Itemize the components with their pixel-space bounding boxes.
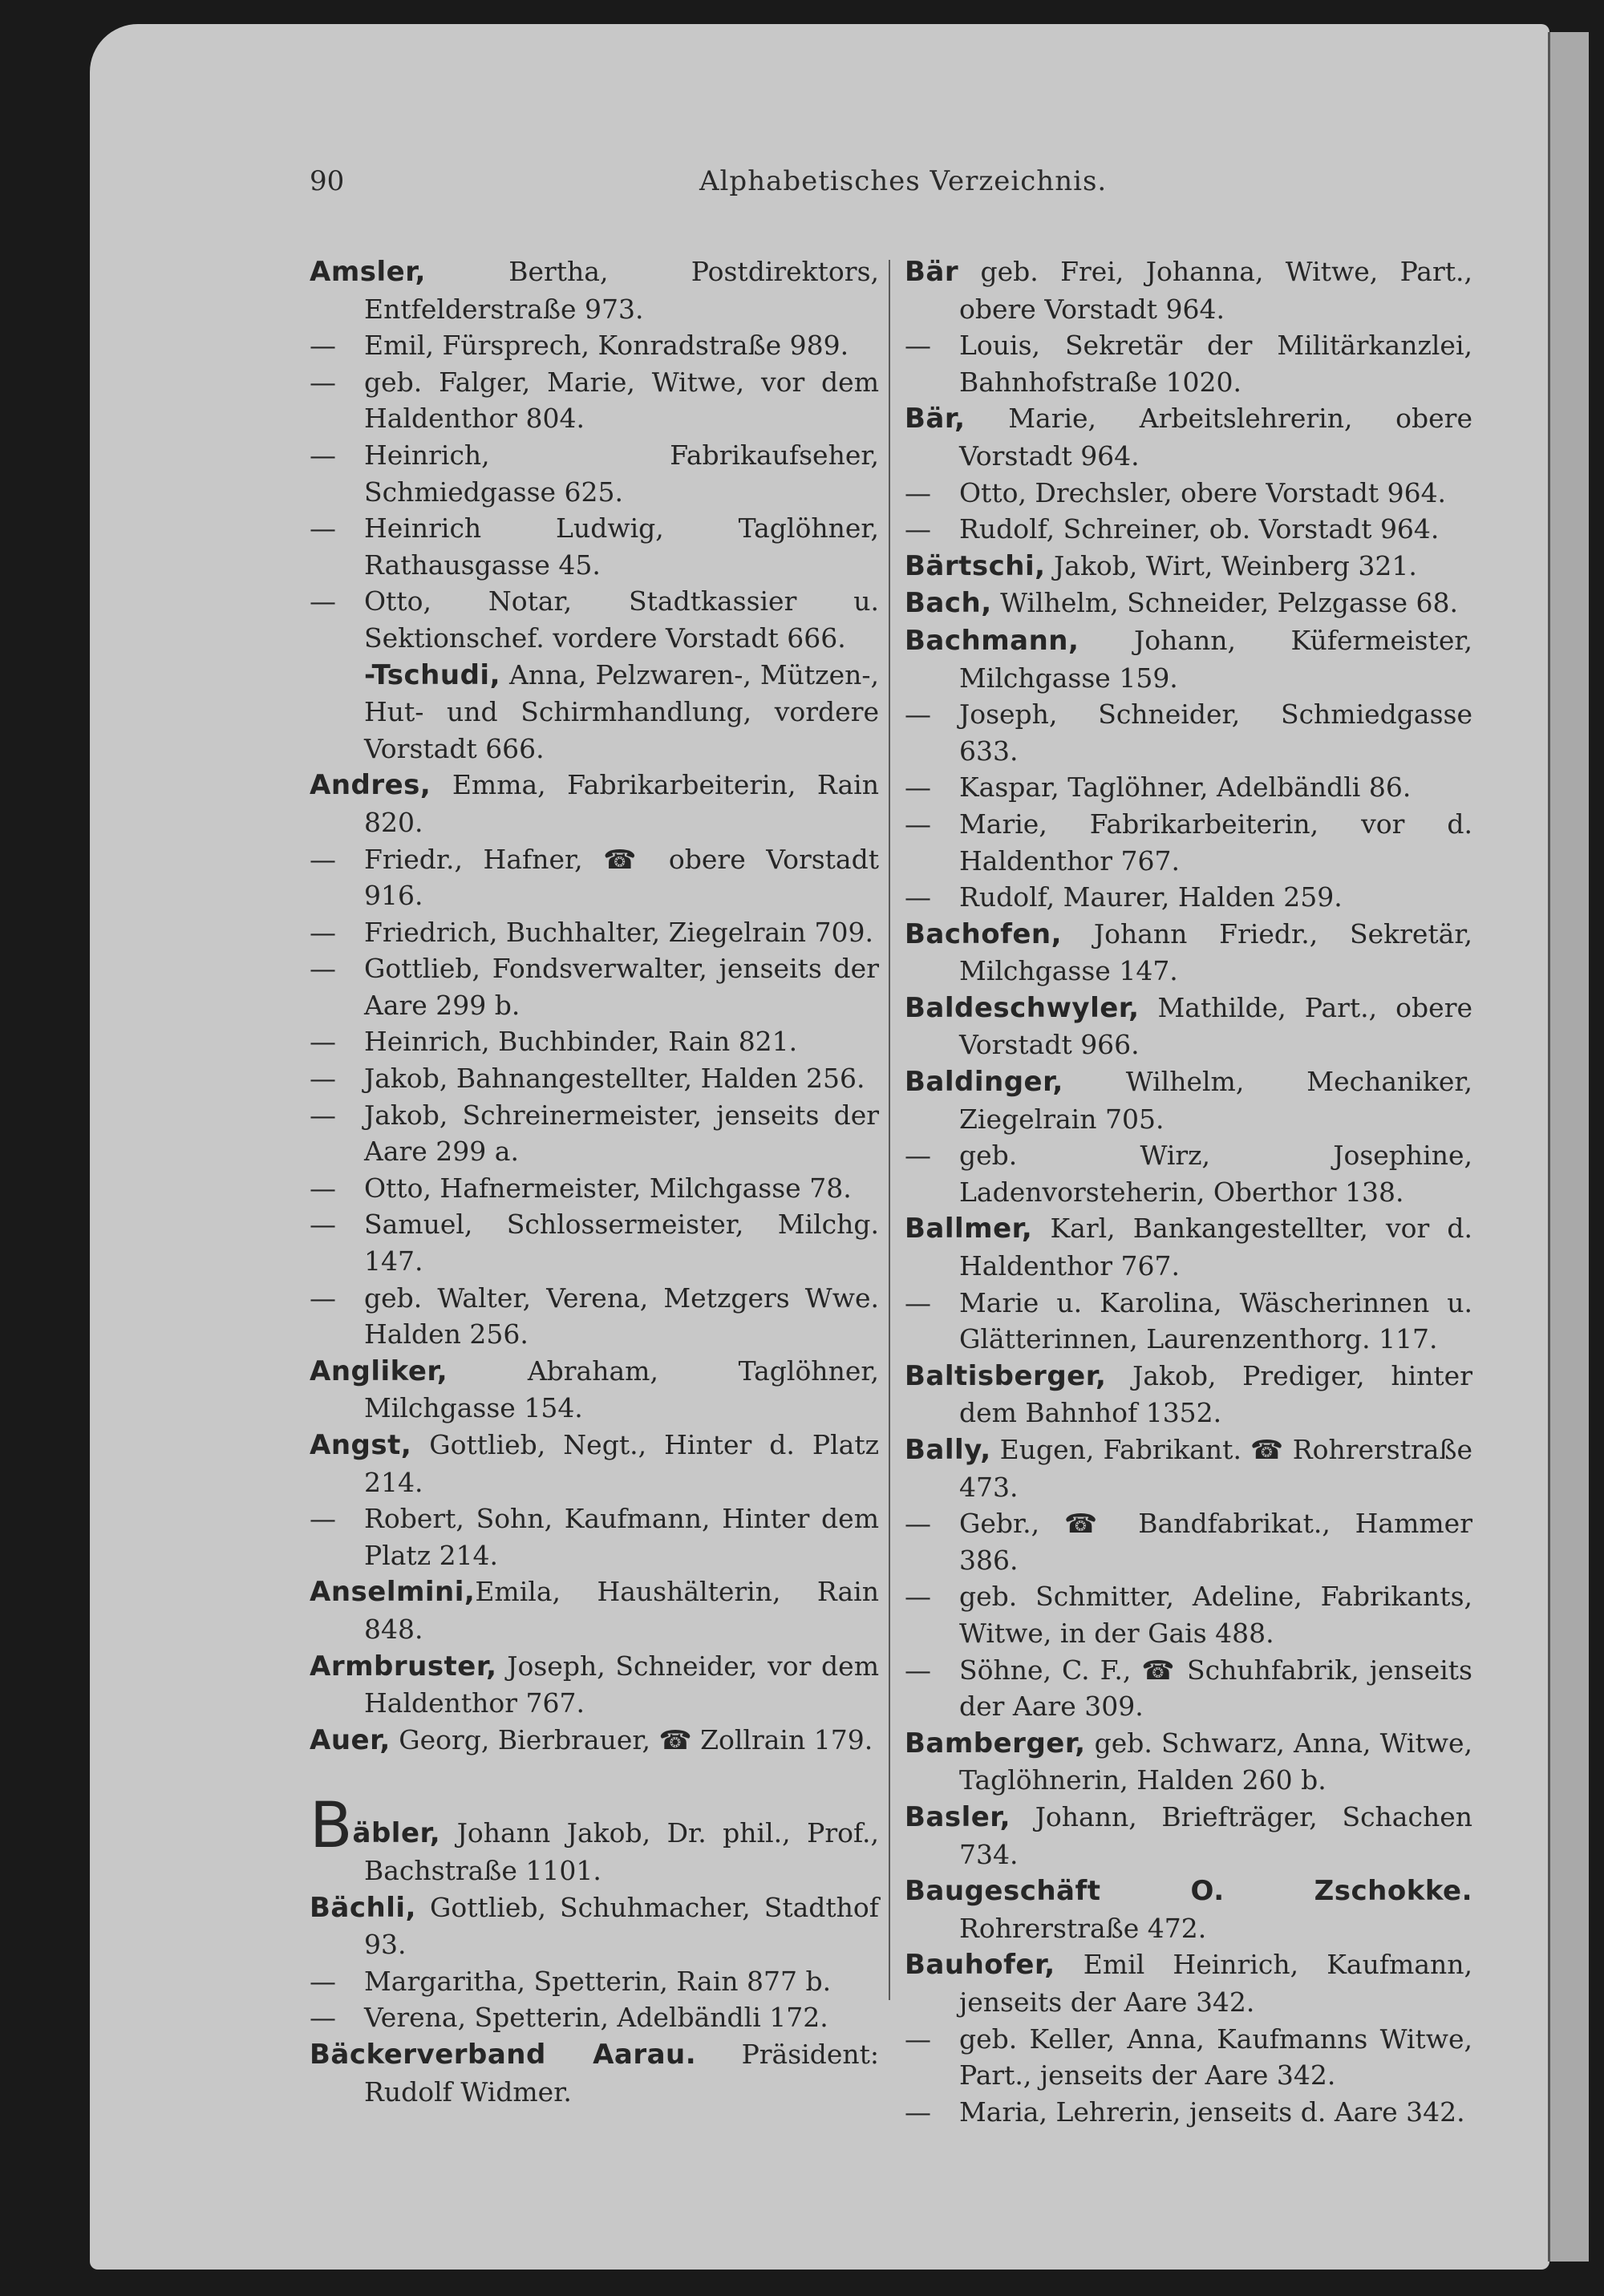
entry-surname: Basler, [905,1800,1011,1833]
entry-details: Emma, Fabrikarbeiterin, Rain 820. [364,769,879,838]
directory-entry [310,1427,879,1500]
directory-subentry [310,914,879,951]
entry-details: Robert, Sohn, Kaufmann, Hinter dem Platz 214. [364,1503,879,1571]
entry-surname: Bär, [905,403,966,435]
directory-subentry [310,1170,879,1207]
ditto-dash: — [310,1209,336,1241]
directory-entry [310,1722,879,1759]
left-column [310,253,879,2110]
entry-surname: Angst, [310,1429,412,1461]
entry-details: Präsident: Rudolf Widmer. [364,2038,880,2108]
ditto-dash: — [310,512,336,545]
entry-surname: Andres, [310,769,431,802]
entry-surname: Bachofen, [905,917,1063,950]
entry-surname: Bärtschi, [905,549,1046,582]
directory-subentry [905,1578,1472,1651]
ditto-dash: — [905,1286,931,1318]
page-number: 90 [310,165,345,197]
entry-details: Eugen, Fabrikant. ☎ Rohrerstraße 473. [959,1434,1472,1503]
entry-surname: Bach, [905,587,992,620]
ditto-dash: — [905,1140,931,1172]
ditto-dash: — [310,1063,336,1095]
directory-subentry [905,1505,1472,1578]
entry-details: Bertha, Postdirektors, Entfelderstraße 973. [364,256,879,325]
ditto-dash: — [905,2096,931,2128]
ditto-dash: — [905,699,931,731]
entry-details: Gottlieb, Negt., Hinter d. Platz 214. [364,1429,879,1498]
entry-surname: Angliker, [310,1355,448,1387]
ditto-dash: — [310,439,336,471]
directory-subentry [905,806,1472,879]
right-column [905,253,1472,2130]
ditto-dash: — [310,843,336,875]
ditto-dash: — [310,585,336,618]
ditto-dash: — [310,953,336,985]
entry-details: Söhne, C. F., ☎ Schuhfabrik, jenseits der Aare 309. [959,1654,1472,1723]
directory-subentry [310,1023,879,1060]
directory-entry [310,253,879,327]
page-header [310,165,1472,205]
entry-details: Wilhelm, Mechaniker, Ziegelrain 705. [959,1066,1472,1135]
directory-entry [905,400,1472,474]
entry-details: Jakob, Prediger, hinter dem Bahnhof 1352. [959,1359,1472,1429]
entry-details: Gottlieb, Fondsverwalter, jenseits der Aare 299 b. [364,953,879,1021]
entry-surname: Baugeschäft O. Zschokke. [905,1875,1472,1908]
directory-subentry [905,1652,1472,1725]
ditto-dash: — [905,808,931,840]
entry-details: Otto, Drechsler, obere Vorstadt 964. [959,476,1447,508]
ditto-dash: — [310,366,336,398]
ditto-dash: — [310,330,336,362]
entry-details: Rudolf, Maurer, Halden 259. [959,881,1343,913]
directory-subentry [310,1206,879,1279]
directory-entry [905,1725,1472,1799]
directory-subentry [905,696,1472,769]
entry-details: Marie, Arbeitslehrerin, obere Vorstadt 964. [959,403,1472,472]
entry-details: Karl, Bankangestellter, vor d. Haldenthor 767. [959,1213,1472,1282]
entry-details: geb. Schwarz, Anna, Witwe, Taglöhnerin, Halden 260 b. [959,1727,1472,1796]
entry-details: Kaspar, Taglöhner, Adelbändli 86. [959,771,1412,804]
entry-details: Joseph, Schneider, vor dem Haldenthor 767. [364,1650,879,1719]
ditto-dash: — [905,330,931,362]
directory-subentry [310,364,879,437]
entry-details: Emila, Haushälterin, Rain 848. [364,1576,879,1645]
directory-subentry [310,657,879,767]
entry-surname: Bächli, [310,1891,416,1924]
entry-details: Maria, Lehrerin, jenseits d. Aare 342. [959,2096,1465,2128]
entry-surname: Baldeschwyler, [905,991,1140,1024]
entry-details: Johann Jakob, Dr. phil., Prof., Bachstraße 1101. [364,1817,879,1886]
entry-details: Anna, Pelzwaren-, Mützen-, Hut- und Schirmhandlung, vordere Vorstadt 666. [364,658,879,764]
directory-entry [905,622,1472,696]
entry-surname: Ballmer, [905,1213,1033,1245]
entry-details: geb. Frei, Johanna, Witwe, Part., obere Vorstadt 964. [958,256,1472,325]
ditto-dash: — [310,1172,336,1204]
directory-subentry [905,2021,1472,2094]
entry-surname: Bär [905,256,959,288]
directory-subentry [310,1500,879,1573]
entry-details: Johann, Küfermeister, Milchgasse 159. [959,624,1472,694]
entry-details: geb. Schmitter, Adeline, Fabrikants, Witwe, in der Gais 488. [959,1581,1472,1649]
entry-details: Verena, Spetterin, Adelbändli 172. [364,2002,828,2034]
entry-surname: Bamberger, [905,1727,1086,1759]
entry-details: Georg, Bierbrauer, ☎ Zollrain 179. [390,1723,873,1755]
entry-details: Louis, Sekretär der Militärkanzlei, Bahnhofstraße 1020. [959,330,1472,398]
directory-entry [905,916,1472,990]
directory-entry [905,548,1472,585]
directory-subentry [905,1285,1472,1358]
entry-details: Jakob, Schreinermeister, jenseits der Aare 299 a. [364,1099,879,1168]
directory-entry [905,1358,1472,1431]
entry-surname: -Tschudi, [364,658,501,691]
entry-details: Marie u. Karolina, Wäscherinnen u. Glätterinnen, Laurenzenthorg. 117. [959,1286,1472,1355]
directory-subentry [905,511,1472,548]
directory-entry [905,1063,1472,1137]
entry-details: Marie, Fabrikarbeiterin, vor d. Haldenthor 767. [959,808,1472,877]
directory-entry [310,1648,879,1722]
entry-surname: Bauhofer, [905,1949,1055,1982]
entry-details: Emil Heinrich, Kaufmann, jenseits der Aare 342. [959,1949,1472,2018]
directory-subentry [905,769,1472,806]
ditto-dash: — [905,1508,931,1540]
entry-details: Heinrich Ludwig, Taglöhner, Rathausgasse 45. [364,512,879,581]
entry-details: geb. Wirz, Josephine, Ladenvorsteherin, Oberthor 138. [959,1140,1472,1208]
entry-details: Otto, Notar, Stadtkassier u. Sektionschef. vordere Vorstadt 666. [364,585,879,654]
entry-surname: äbler, [352,1817,441,1850]
entry-surname: Bally, [905,1434,991,1466]
directory-entry [310,1790,879,1889]
ditto-dash: — [905,2023,931,2055]
entry-surname: Bachmann, [905,624,1079,657]
page-edge [1548,32,1589,2262]
entry-details: Friedrich, Buchhalter, Ziegelrain 709. [364,916,874,948]
directory-entry [905,1431,1472,1505]
entry-surname: Baldinger, [905,1066,1063,1099]
ditto-dash: — [310,916,336,948]
directory-subentry [310,583,879,656]
directory-subentry [310,1097,879,1170]
ditto-dash: — [310,1965,336,1997]
directory-subentry [310,1963,879,2000]
directory-subentry [310,510,879,583]
entry-details: Rudolf, Schreiner, ob. Vorstadt 964. [959,513,1440,545]
entry-details: Jakob, Wirt, Weinberg 321. [1045,549,1417,581]
entry-details: Wilhelm, Schneider, Pelzgasse 68. [991,587,1459,619]
entry-details: Friedr., Hafner, ☎ obere Vorstadt 916. [364,843,879,912]
ditto-dash: — [905,1654,931,1686]
directory-subentry [905,879,1472,916]
entry-details: Rohrerstraße 472. [959,1912,1207,1944]
entry-details: Gottlieb, Schuhmacher, Stadthof 93. [364,1891,879,1961]
directory-subentry [310,1060,879,1097]
section-initial: B [310,1790,353,1863]
entry-details: Mathilde, Part., obere Vorstadt 966. [959,991,1472,1061]
ditto-dash: — [310,1503,336,1535]
entry-details: Otto, Hafnermeister, Milchgasse 78. [364,1172,852,1204]
entry-details: Samuel, Schlossermeister, Milchg. 147. [364,1209,879,1278]
directory-subentry [905,327,1472,400]
directory-subentry [905,475,1472,512]
directory-entry [310,1889,879,1963]
entry-details: geb. Keller, Anna, Kaufmanns Witwe, Part., jenseits der Aare 342. [959,2023,1472,2092]
directory-subentry [310,437,879,510]
directory-entry [905,253,1472,327]
entry-details: Heinrich, Buchbinder, Rain 821. [364,1026,798,1058]
directory-entry [310,767,879,840]
entry-surname: Bäckerverband Aarau. [310,2038,697,2071]
entry-details: Jakob, Bahnangestellter, Halden 256. [364,1063,865,1095]
directory-subentry [905,2094,1472,2131]
directory-subentry [310,1280,879,1353]
directory-entry [905,1873,1472,1946]
entry-details: Emil, Fürsprech, Konradstraße 989. [364,330,849,362]
entry-details: geb. Walter, Verena, Metzgers Wwe. Halden 256. [364,1282,879,1350]
section-gap [310,1759,879,1802]
entry-surname: Armbruster, [310,1650,497,1683]
directory-subentry [310,950,879,1023]
entry-surname: Anselmini, [310,1576,476,1609]
directory-entry [905,1210,1472,1284]
directory-subentry [310,841,879,914]
entry-surname: Amsler, [310,256,426,288]
directory-entry [905,990,1472,1063]
ditto-dash: — [905,513,931,545]
column-divider [889,260,890,2000]
directory-entry [905,585,1472,622]
directory-entry [905,1946,1472,2020]
ditto-dash: — [905,771,931,804]
ditto-dash: — [310,1282,336,1314]
ditto-dash: — [310,1099,336,1131]
ditto-dash: — [905,1581,931,1613]
entry-details: Gebr., ☎ Bandfabrikat., Hammer 386. [959,1508,1472,1576]
directory-subentry [310,1999,879,2036]
page-title: Alphabetisches Verzeichnis. [699,165,1108,197]
entry-details: Joseph, Schneider, Schmiedgasse 633. [959,699,1472,767]
entry-details: Johann, Briefträger, Schachen 734. [959,1800,1472,1870]
directory-entry [310,2036,879,2110]
directory-subentry [905,1137,1472,1210]
ditto-dash: — [905,881,931,913]
ditto-dash: — [905,476,931,508]
entry-details: Abraham, Taglöhner, Milchgasse 154. [364,1355,879,1424]
entry-surname: Baltisberger, [905,1359,1107,1392]
entry-details: geb. Falger, Marie, Witwe, vor dem Haldenthor 804. [364,366,879,435]
directory-entry [310,1573,879,1647]
directory-entry [905,1799,1472,1873]
entry-surname: Auer, [310,1723,391,1756]
entry-details: Johann Friedr., Sekretär, Milchgasse 147. [959,917,1472,987]
directory-entry [310,1353,879,1427]
entry-details: Margaritha, Spetterin, Rain 877 b. [364,1965,832,1997]
entry-details: Heinrich, Fabrikaufseher, Schmiedgasse 625. [364,439,879,508]
ditto-dash: — [310,1026,336,1058]
ditto-dash: — [310,2002,336,2034]
directory-subentry [310,327,879,364]
